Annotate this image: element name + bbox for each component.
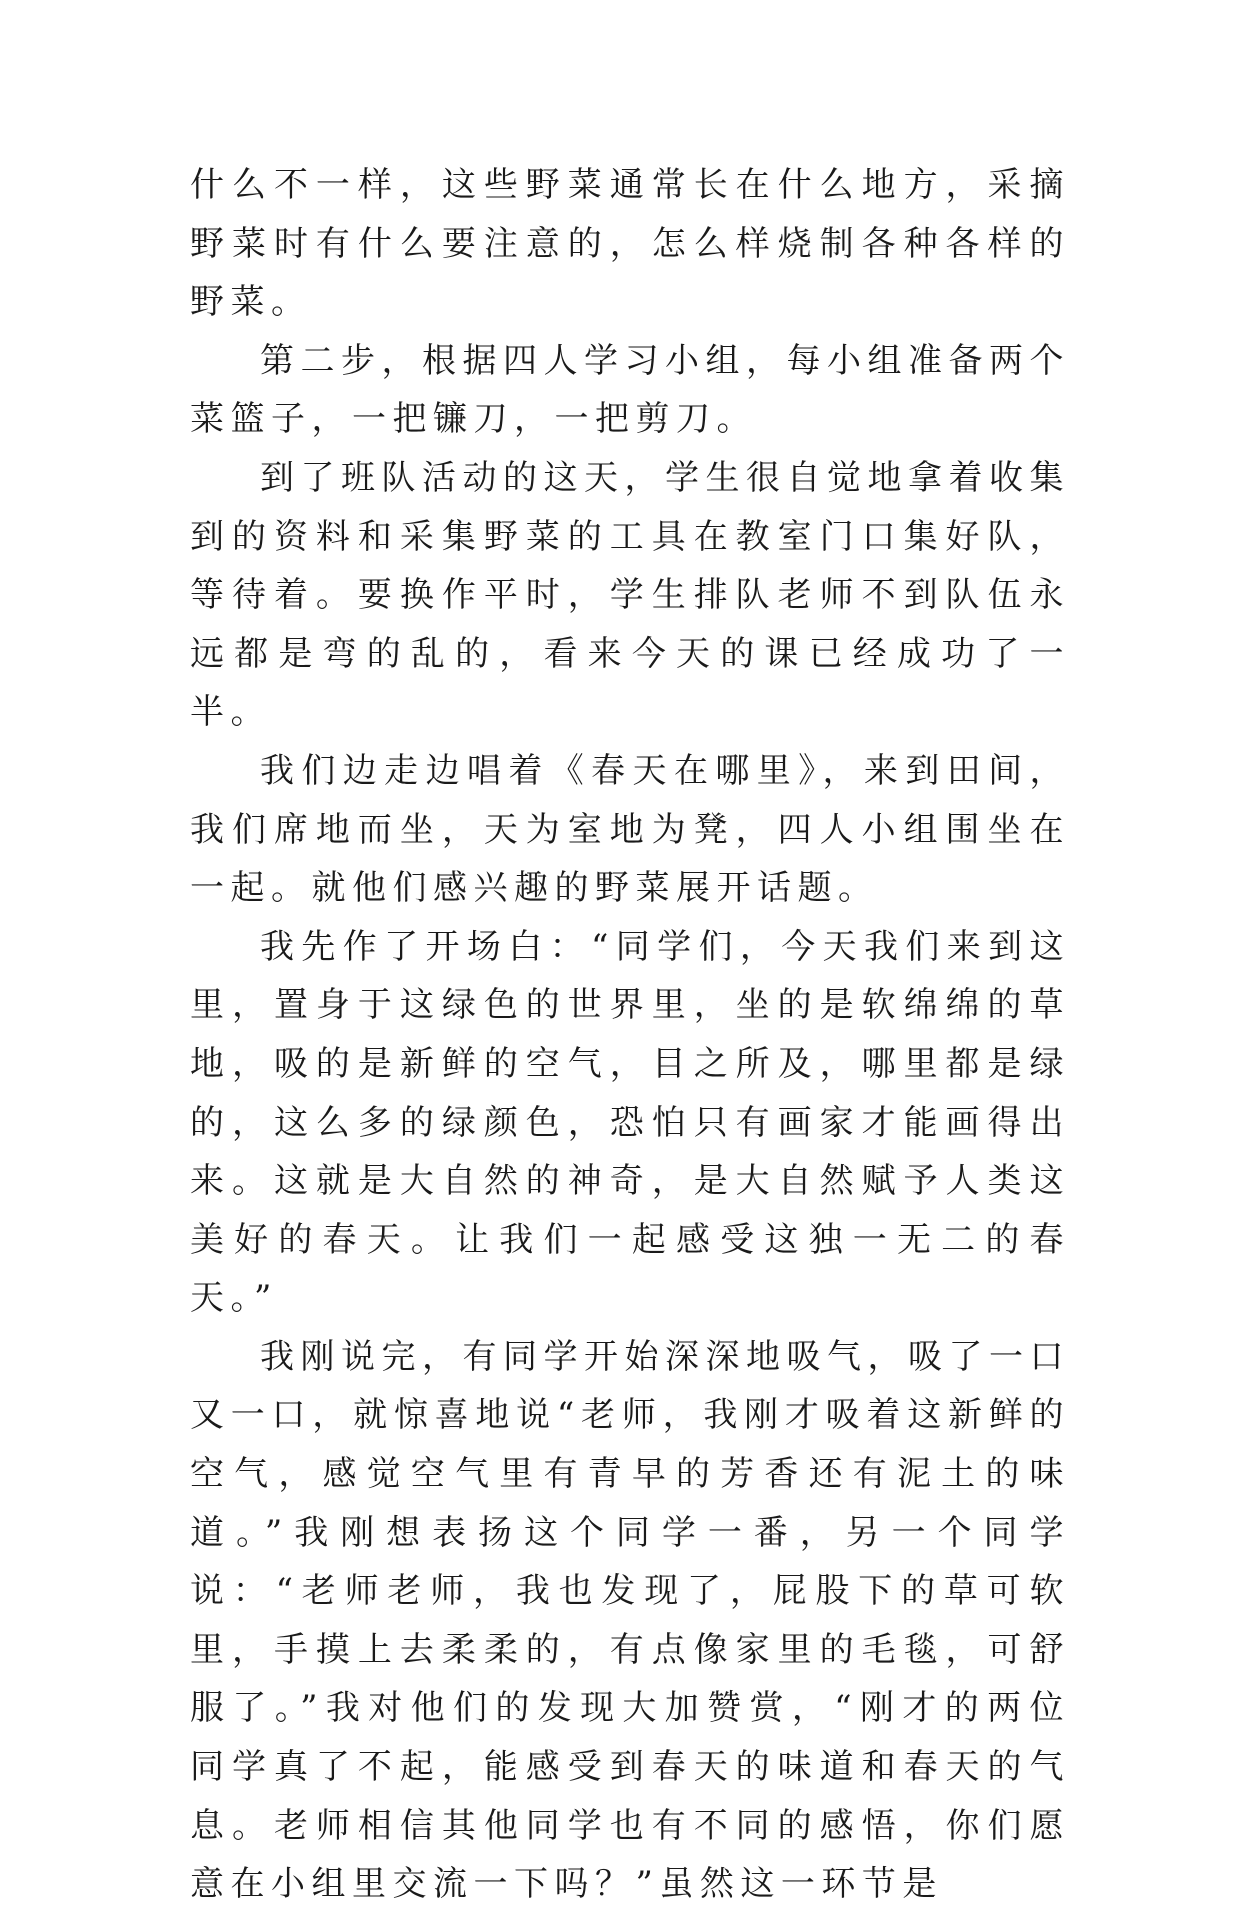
paragraph-1: 什么不一样，这些野菜通常长在什么地方，采摘野菜时有什么要注意的，怎么样烧制各种各样的野菜。 [190,165,1070,323]
paragraph-4: 我们边走边唱着《春天在哪里》，来到田间，我们席地而坐，天为室地为凳，四人小组围坐在一起。就他们感兴趣的野菜展开话题。 [190,750,1070,909]
body-text [190,156,1070,1914]
paragraph-3: 到了班队活动的这天，学生很自觉地拿着收集到的资料和采集野菜的工具在教室门口集好队，等待着。要换作平时，学生排队老师不到队伍永远都是弯的乱的，看来今天的课已经成功了一半。 [190,457,1070,733]
paragraph-6: 我刚说完，有同学开始深深地吸气，吸了一口又一口，就惊喜地说“老师，我刚才吸着这新鲜的空气，感觉空气里有青早的芳香还有泥土的味道。”我刚想表扬这个同学一番，另一个同学说：“老师老师，我也发现了，屁股下的草可软里，手摸上去柔柔的，有点像家里的毛毯，可舒服了。”我对他们的发现大加赞赏，“刚才的两位同学真了不起，能感受到春天的味道和春天的气息。老师相信其他同学也有不同的感悟，你们愿意在小组里交流一下吗？”虽然这一环节是 [190,1336,1070,1905]
paragraph-2: 第二步，根据四人学习小组，每小组准备两个菜篮子，一把镰刀，一把剪刀。 [190,340,1070,440]
paragraph-5: 我先作了开场白：“同学们，今天我们来到这里，置身于这绿色的世界里，坐的是软绵绵的草地，吸的是新鲜的空气，目之所及，哪里都是绿的，这么多的绿颜色，恐怕只有画家才能画得出来。这就是大自然的神奇，是大自然赋予人类这美好的春天。让我们一起感受这独一无二的春天。” [190,926,1070,1319]
